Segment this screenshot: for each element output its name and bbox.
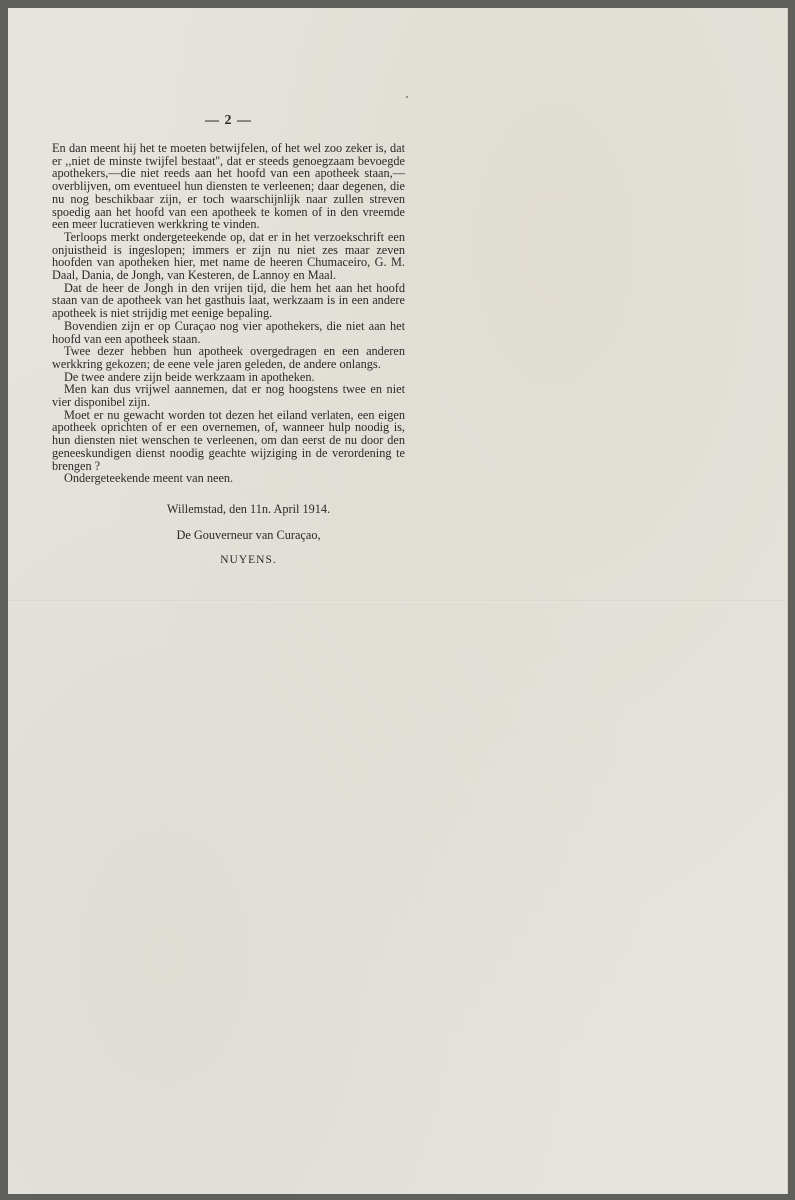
place-date: Willemstad, den 11n. April 1914. (166, 501, 331, 516)
paragraph-7: Men kan dus vrijwel aannemen, dat er nog hoogstens twee en niet vier disponibel zijn. (52, 382, 405, 410)
paragraph-8: Moet er nu gewacht worden tot dezen het eiland verlaten, een eigen apotheek oprichten of er een overnemen, of, wanneer hulp noodig is, hun diensten niet wenschen te verleenen, om dan eerst de nu door den geneeskundigen dienst noodig geachte wijziging in de verordening te brengen ? (52, 407, 405, 473)
paragraph-5: Twee dezer hebben hun apotheek overgedragen en een anderen werkkring gekozen; de eene vele jaren geleden, de andere onlangs. (52, 344, 405, 371)
signatory-title: De Gouverneur van Curaçao, (176, 527, 321, 542)
paragraph-2: Terloops merkt ondergeteekende op, dat er in het verzoekschrift een onjuistheid is ingeslopen; immers er zijn nu niet zes maar zeven hoofden van apotheken hier, met name de heeren Chumaceiro, G. M. Daal, Dania, de Jongh, van Kesteren, de Lannoy en Maal. (52, 229, 405, 283)
signatory-name: NUYENS. (220, 553, 277, 566)
paragraph-9: Ondergeteekende meent van neen. (64, 471, 234, 486)
paragraph-6: De twee andere zijn beide werkzaam in apotheken. (64, 369, 315, 384)
page-number: — 2 — (205, 113, 252, 128)
paper-fold-line (8, 600, 787, 602)
paragraph-4: Bovendien zijn er op Curaçao nog vier apothekers, die niet aan het hoofd van een apotheek staan. (52, 318, 405, 346)
paper-speck (406, 96, 408, 98)
paragraph-3: Dat de heer de Jongh in den vrijen tijd, die hem het aan het hoofd staan van de apotheek van het gasthuis laat, werkzaam is in een andere apotheek is niet strijdig met eenige bepaling. (52, 280, 405, 321)
paragraph-1: En dan meent hij het te moeten betwijfelen, of het wel zoo zeker is, dat er ,,niet de minste twijfel bestaat'', dat er steeds genoegzaam bevoegde apothekers,—die niet reeds aan het hoofd van een apotheek staan,—overblijven, om eventueel hun diensten te verleenen; daar degenen, die nu nog beschikbaar zijn, er toch waarschijnlijk naar zullen streven spoedig aan het hoofd van een apotheek te komen of in den vreemde een meer lucratieven werkkring te vinden. (52, 141, 405, 232)
text-column (52, 113, 405, 566)
